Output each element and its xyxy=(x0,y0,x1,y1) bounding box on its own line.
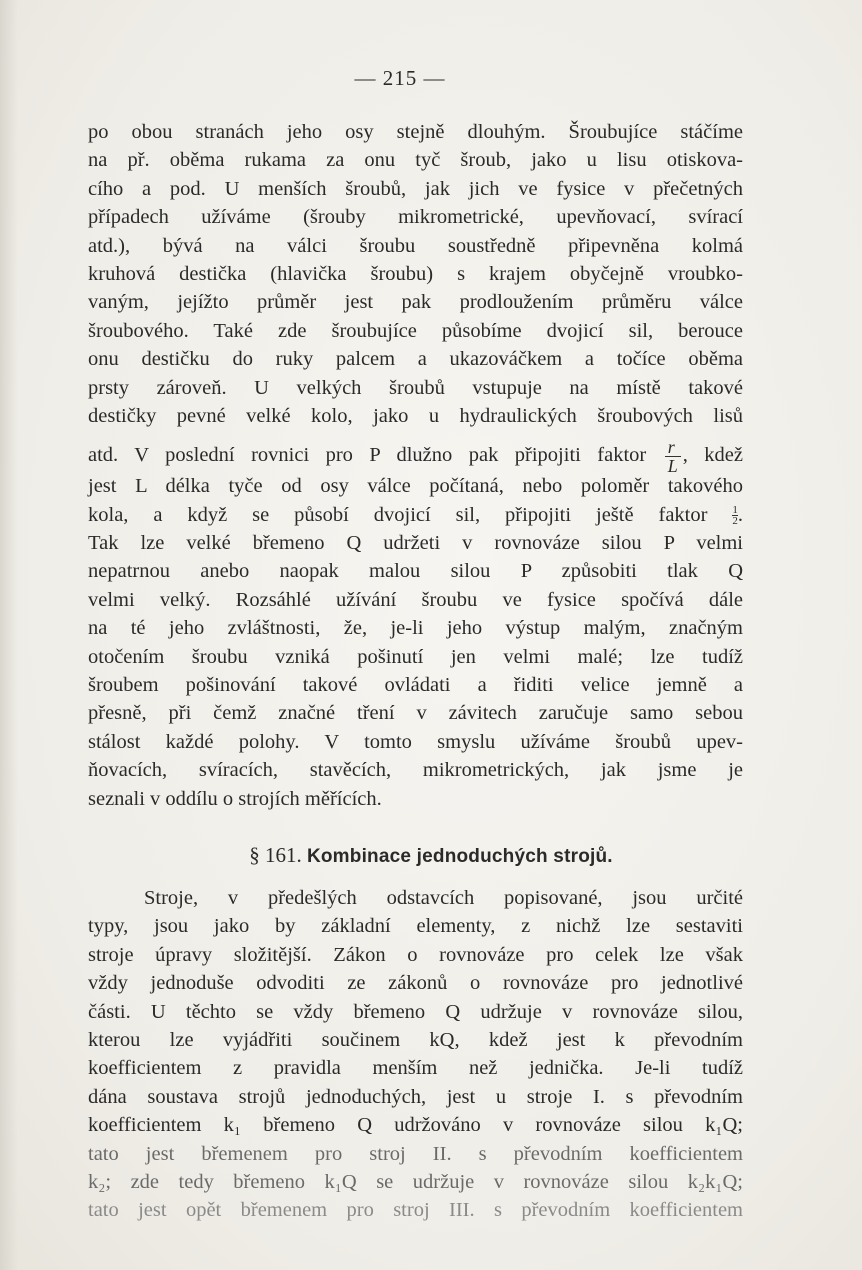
binding-shadow xyxy=(0,0,18,1270)
text-line-with-half xyxy=(88,501,743,529)
text-line: koefficientem k₁ břemeno Q udržováno v rovnováze silou k₁Q; xyxy=(88,1114,743,1137)
text-line: tato jest opět břemenem pro stroj III. s převodním koefficientem xyxy=(88,1199,743,1222)
text-line: stálost každé polohy. V tomto smyslu užíváme šroubů upev- xyxy=(88,730,743,753)
fraction-r-over-l xyxy=(665,438,681,475)
text-line: prsty zároveň. U velkých šroubů vstupuje na místě takové xyxy=(88,376,743,399)
text-segment: , kdež xyxy=(682,444,743,467)
text-line: stroje úpravy složitější. Zákon o rovnováze pro celek lze však xyxy=(88,943,743,966)
text-line: vaným, jejížto průměr jest pak prodloužením průměru válce xyxy=(88,291,743,314)
paragraph-screw xyxy=(88,118,743,813)
text-line: onu destičku do ruky palcem a ukazováčkem a točíce oběma xyxy=(88,348,743,371)
text-line-with-fraction xyxy=(88,430,743,477)
text-line: cího a pod. U menších šroubů, jak jich ve fysice v přečetných xyxy=(88,177,743,200)
paragraph-combination xyxy=(88,884,743,1225)
text-line: části. U těchto se vždy břemeno Q udržuje v rovnováze silou, xyxy=(88,1000,743,1023)
text-segment: . xyxy=(737,503,744,526)
text-line: vždy jednoduše odvoditi ze zákonů o rovnováze pro jednotlivé xyxy=(88,972,743,995)
section-heading xyxy=(0,843,862,868)
text-line: atd.), bývá na válci šroubu soustředně připevněna kolmá xyxy=(88,234,743,257)
text-line: jest L délka tyče od osy válce počítaná, nebo poloměr takového xyxy=(88,475,743,498)
fraction-numerator: 1 xyxy=(732,504,738,517)
text-line: kruhová destička (hlavička šroubu) s krajem obyčejně vroubko- xyxy=(88,262,743,285)
section-number: § 161. xyxy=(249,843,302,867)
text-line: kterou lze vyjádřiti součinem kQ, kdež jest k převodním xyxy=(88,1028,743,1051)
text-line: seznali v oddílu o strojích měřících. xyxy=(88,787,382,810)
text-line: typy, jsou jako by základní elementy, z nichž lze sestaviti xyxy=(88,915,743,938)
text-line: koefficientem z pravidla menším než jednička. Je-li tudíž xyxy=(88,1057,743,1080)
text-line: Tak lze velké břemeno Q udržeti v rovnováze silou P velmi xyxy=(88,532,743,555)
fraction-numerator: r xyxy=(665,438,681,457)
fraction-denominator: 2 xyxy=(732,515,738,528)
text-line: otočením šroubu vzniká pošinutí jen velmi malé; lze tudíž xyxy=(88,645,743,668)
text-line: dána soustava strojů jednoduchých, jest u stroje I. s převodním xyxy=(88,1085,743,1108)
text-line: šroubem pošinování takové ovládati a řiditi velice jemně a xyxy=(88,674,743,697)
page-number: — 215 — xyxy=(354,66,446,90)
section-title: Kombinace jednoduchých strojů. xyxy=(306,846,613,867)
text-line: šroubového. Také zde šroubujíce působíme dvojicí sil, berouce xyxy=(88,319,743,342)
text-line: destičky pevné velké kolo, jako u hydraulických šroubových lisů xyxy=(88,404,743,427)
text-line: na té jeho zvláštnosti, že, je-li jeho výstup malým, značným xyxy=(88,617,743,640)
text-segment: kola, a když se působí dvojicí sil, připojiti ještě faktor xyxy=(88,503,708,526)
text-line: po obou stranách jeho osy stejně dlouhým. Šroubujíce stáčíme xyxy=(88,121,743,143)
text-line: přesně, při čemž značné tření v závitech zaručuje samo sebou xyxy=(88,702,743,725)
text-line: na př. oběma rukama za onu tyč šroub, jako u lisu otiskova- xyxy=(88,149,743,172)
text-line: ňovacích, svíracích, stavěcích, mikrometrických, jak jsme je xyxy=(88,759,743,782)
text-line: k₂; zde tedy břemeno k₁Q se udržuje v rovnováze silou k₂k₁Q; xyxy=(88,1170,743,1193)
text-line: velmi velký. Rozsáhlé užívání šroubu ve fysice spočívá dále xyxy=(88,588,743,611)
text-segment: atd. V poslední rovnici pro P dlužno pak připojiti faktor xyxy=(88,444,647,467)
text-line: Stroje, v předešlých odstavcích popisované, jsou určité xyxy=(144,887,743,909)
text-line: případech užíváme (šrouby mikrometrické, upevňovací, svírací xyxy=(88,206,743,229)
text-line: tato jest břemenem pro stroj II. s převodním koefficientem xyxy=(88,1142,743,1165)
fraction-denominator: L xyxy=(667,456,678,477)
text-line: nepatrnou anebo naopak malou silou P způsobiti tlak Q xyxy=(88,560,743,583)
